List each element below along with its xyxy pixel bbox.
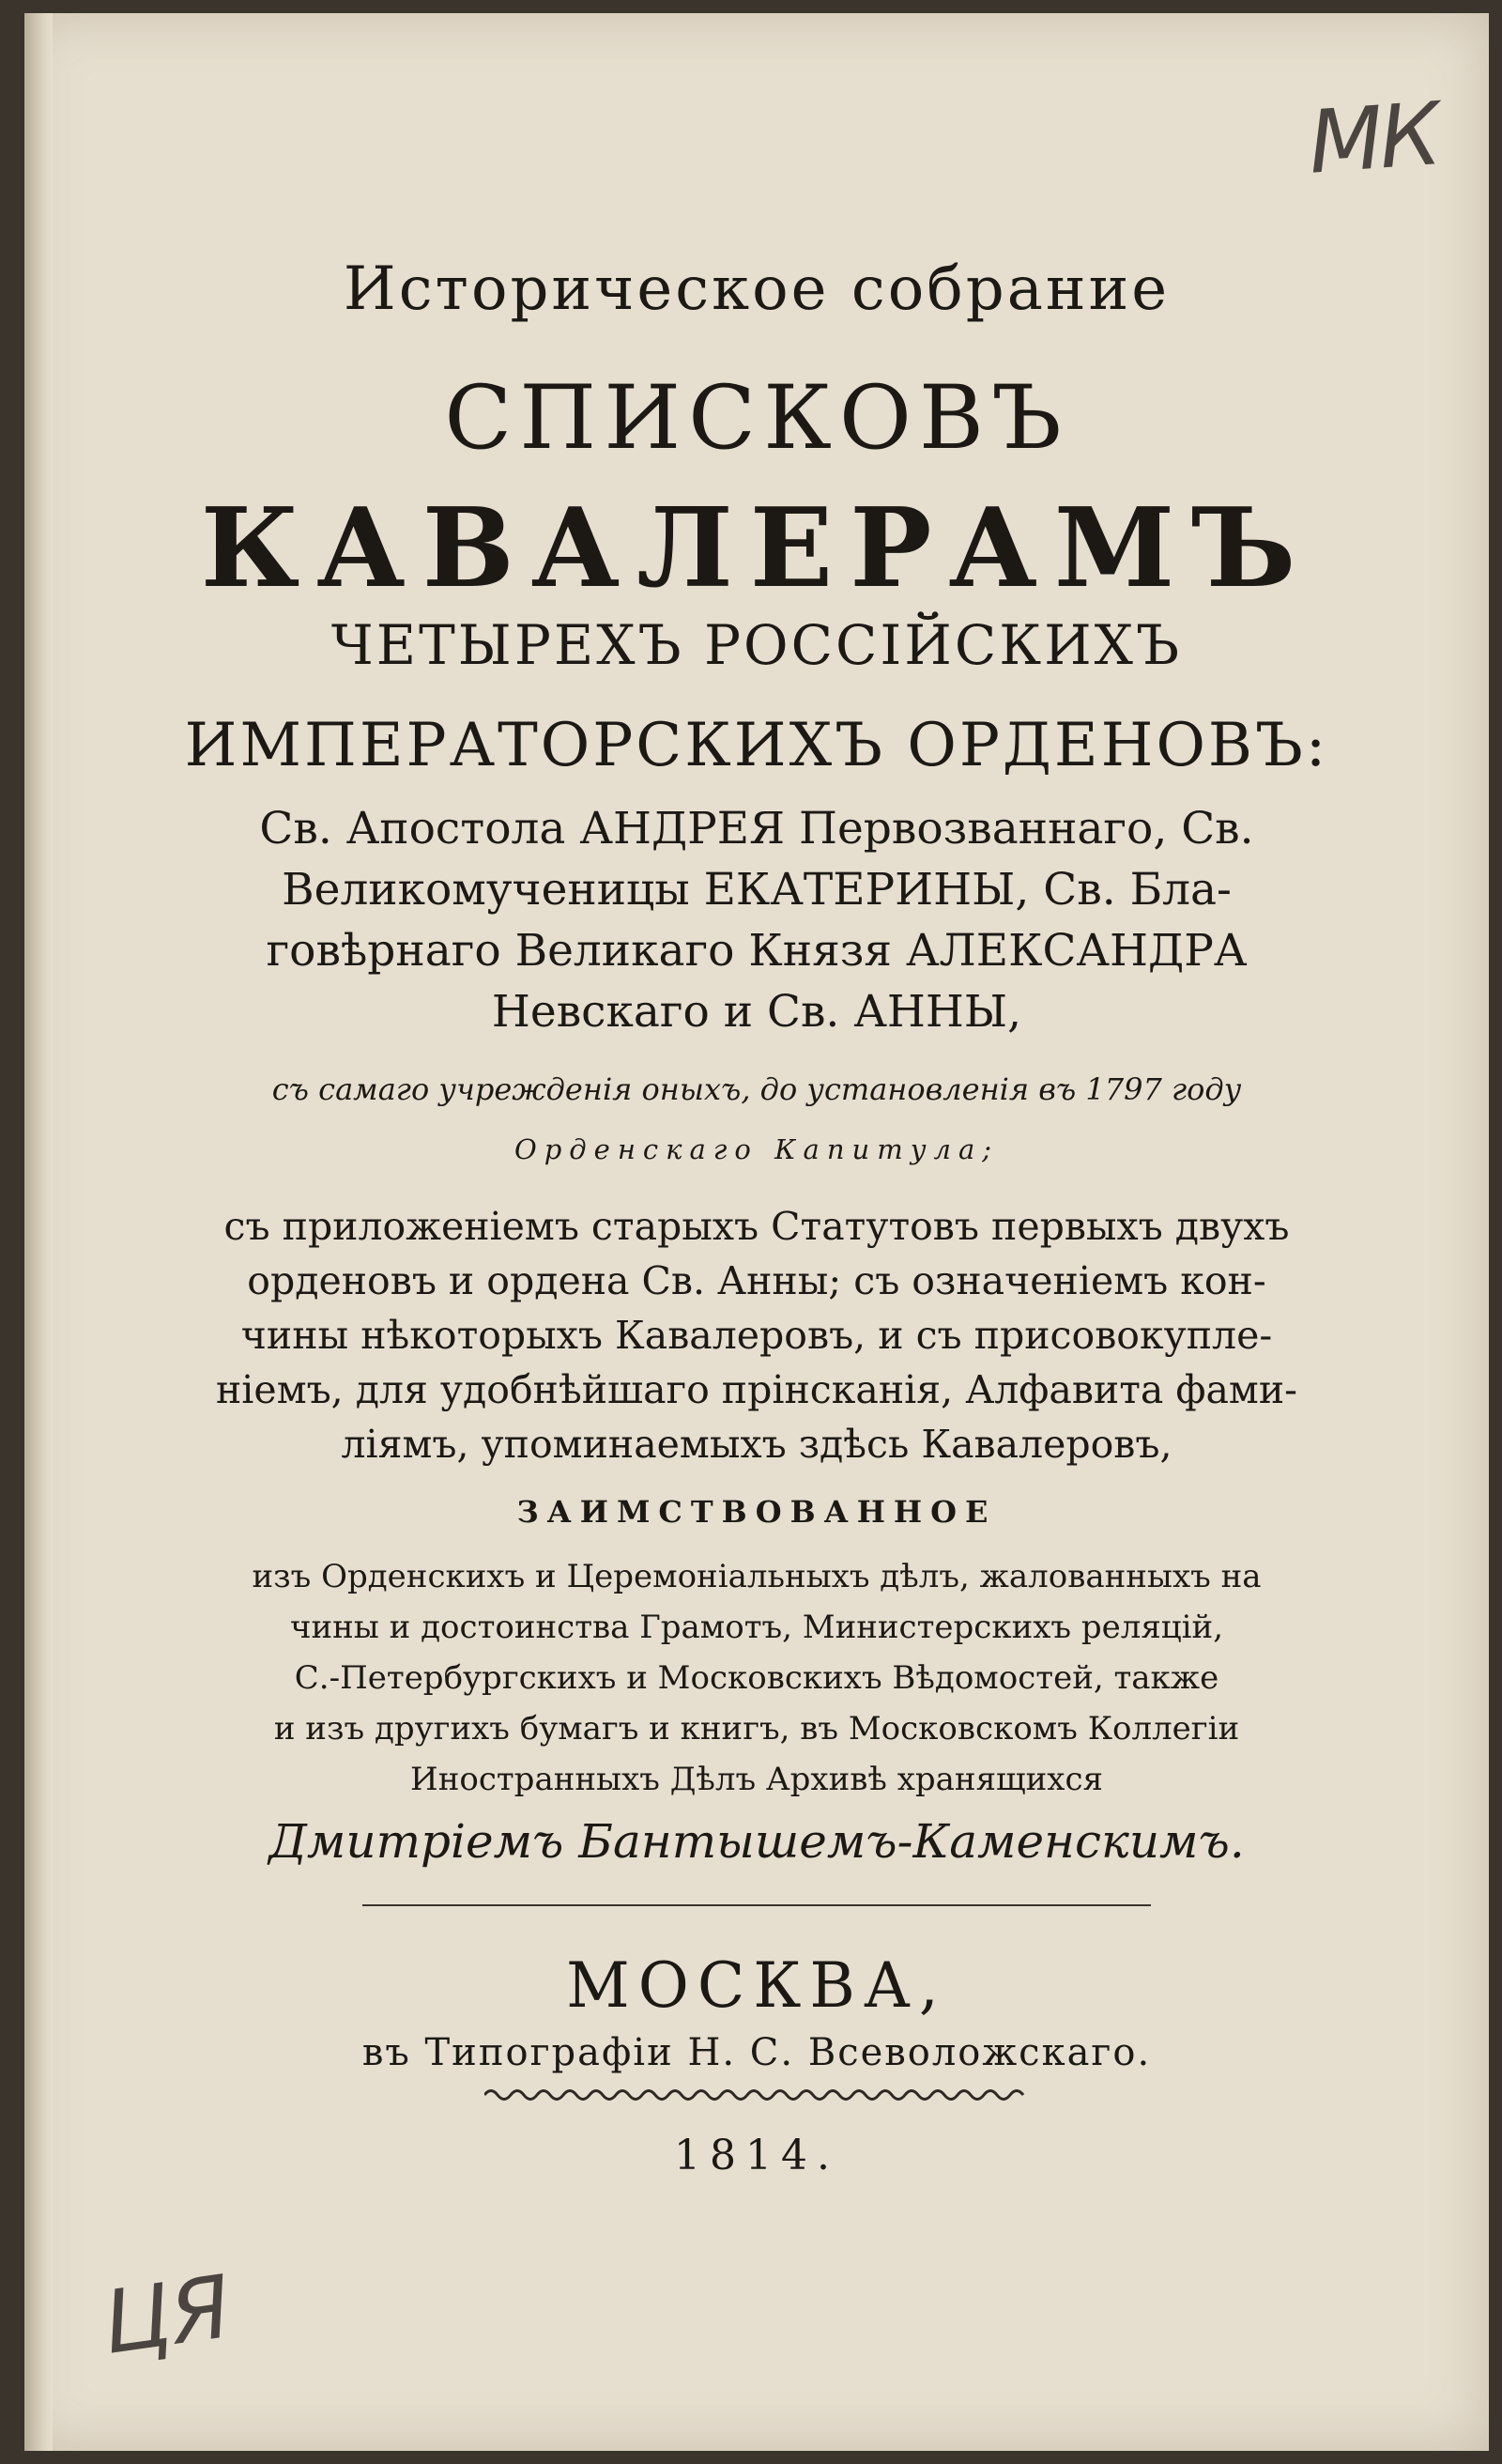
appendix-line: орденовъ и ордена Св. Анны; съ означеніемъ кон-: [247, 1258, 1266, 1303]
since-line: съ самаго учрежденія оныхъ, до установленія въ 1797 году: [271, 1071, 1242, 1107]
appendix-line: ніемъ, для удобнѣйшаго прінсканія, Алфавита фами-: [215, 1367, 1298, 1412]
title-line-4: ЧЕТЫРЕХЪ РОССІЙСКИХЪ: [330, 613, 1183, 677]
title-line-1: Историческое собрание: [343, 254, 1171, 324]
handwritten-mark-bottom: ЦЯ: [97, 2256, 238, 2374]
sources-line: С.-Петербургскихъ и Московскихъ Вѣдомостей, также: [294, 1659, 1219, 1697]
orders-line: Св. Апостола АНДРЕЯ Первозваннаго, Св.: [259, 803, 1254, 855]
sources-line: Иностранныхъ Дѣлъ Архивѣ хранящихся: [410, 1761, 1103, 1798]
orders-line: Великомученицы ЕКАТЕРИНЫ, Св. Бла-: [282, 864, 1232, 916]
city-line: МОСКВА,: [566, 1949, 947, 2022]
orders-line: Невскаго и Св. АННЫ,: [491, 986, 1022, 1038]
sources-line: чины и достоинства Грамотъ, Министерскихъ реляцій,: [289, 1609, 1224, 1646]
appendix-line: ліямъ, упоминаемыхъ здѣсь Кавалеровъ,: [341, 1422, 1172, 1467]
year-line: 1814.: [674, 2132, 839, 2179]
borrowed-heading: ЗАИМСТВОВАННОЕ: [516, 1494, 997, 1530]
wavy-rule-ornament: [484, 2085, 1029, 2105]
sources-line: и изъ другихъ бумагъ и книгъ, въ Московскомъ Коллегіи: [273, 1710, 1240, 1748]
title-line-5: ИМПЕРАТОРСКИХЪ ОРДЕНОВЪ:: [184, 711, 1329, 780]
appendix-line: съ приложеніемъ старыхъ Статутовъ первыхъ двухъ: [223, 1204, 1290, 1249]
title-line-3: КАВАЛЕРАМЪ: [200, 485, 1313, 612]
divider-rule: [362, 1904, 1151, 1906]
title-line-2: СПИСКОВЪ: [444, 367, 1069, 470]
appendix-line: чины нѣкоторыхъ Кавалеровъ, и съ присовокупле-: [240, 1313, 1273, 1358]
sources-line: изъ Орденскихъ и Церемоніальныхъ дѣлъ, жалованныхъ на: [252, 1558, 1262, 1595]
since-line: Орденскаго Капитула;: [513, 1133, 1000, 1165]
handwritten-mark-top: МК: [1305, 84, 1441, 193]
author-line: Дмитріемъ Бантышемъ-Каменскимъ.: [268, 1814, 1245, 1869]
orders-line: говѣрнаго Великаго Князя АЛЕКСАНДРА: [266, 925, 1248, 977]
printer-line: въ Типографіи Н. С. Всеволожскаго.: [361, 2031, 1152, 2074]
title-page: [24, 13, 1489, 2451]
